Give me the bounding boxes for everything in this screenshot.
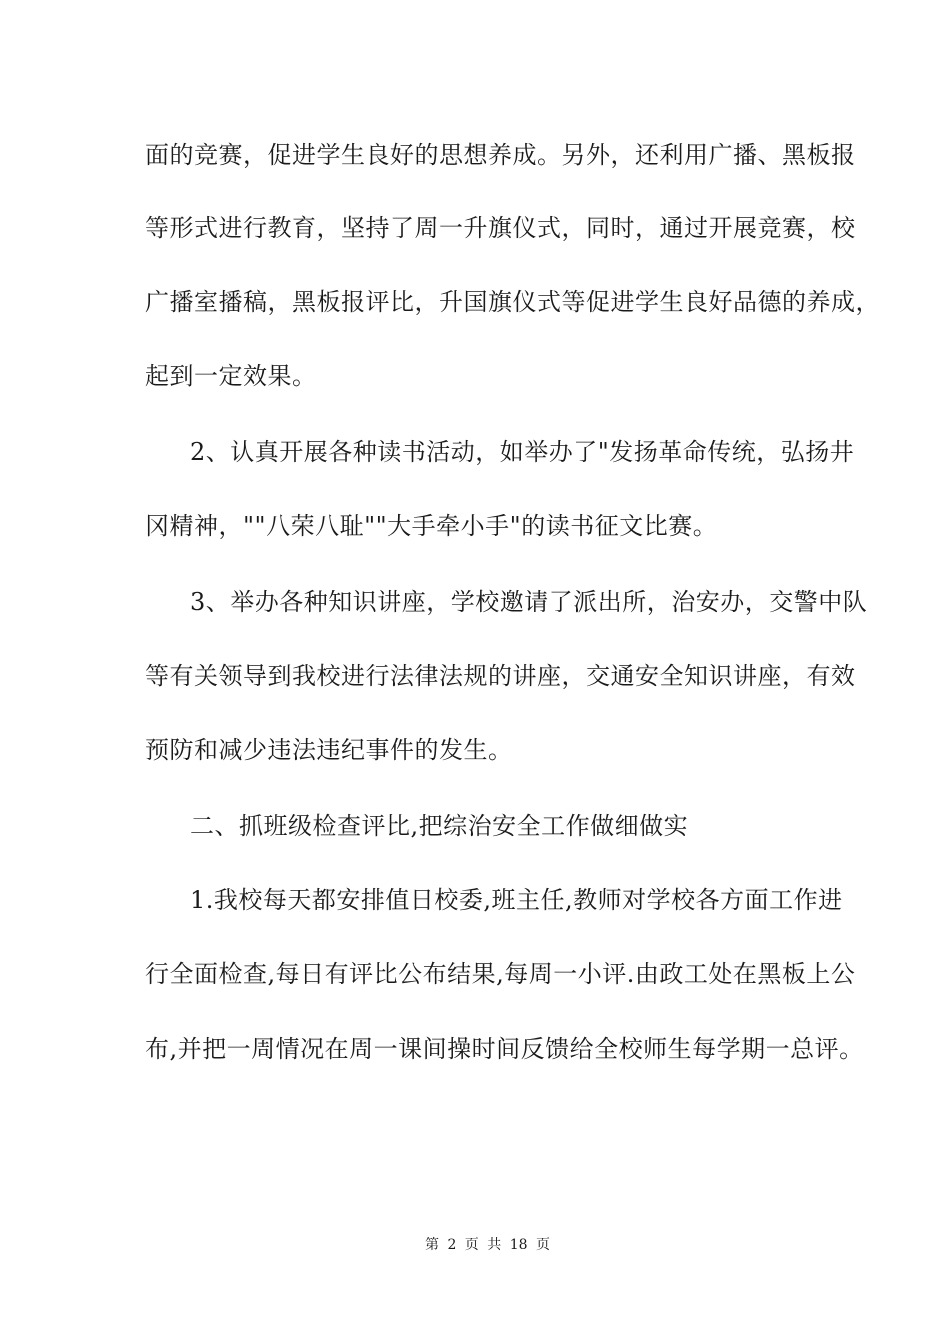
body-line-13: 布,并把一周情况在周一课间操时间反馈给全校师生每学期一总评。: [145, 1035, 864, 1063]
body-line-2: 等形式进行教育，坚持了周一升旗仪式，同时，通过开展竞赛，校: [145, 214, 856, 242]
body-line-4: 起到一定效果。: [145, 362, 317, 390]
body-line-9: 预防和减少违法违纪事件的发生。: [145, 736, 513, 764]
section-heading: 二、抓班级检查评比,把综治安全工作做细做实: [190, 812, 689, 840]
body-line-12: 行全面检查,每日有评比公布结果,每周一小评.由政工处在黑板上公: [145, 960, 856, 988]
body-line-1: 面的竞赛，促进学生良好的思想养成。另外，还利用广播、黑板报: [145, 141, 856, 169]
body-line-5: 2、认真开展各种读书活动，如举办了"发扬革命传统，弘扬井: [190, 438, 855, 466]
page-footer: 第 2 页 共 18 页: [425, 1237, 550, 1253]
body-line-11: 1.我校每天都安排值日校委,班主任,教师对学校各方面工作进: [190, 886, 843, 914]
body-line-7: 3、举办各种知识讲座，学校邀请了派出所，治安办，交警中队: [190, 588, 868, 616]
body-line-6: 冈精神，""八荣八耻""大手牵小手"的读书征文比赛。: [145, 512, 718, 540]
body-line-8: 等有关领导到我校进行法律法规的讲座，交通安全知识讲座，有效: [145, 662, 856, 690]
body-line-3: 广播室播稿，黑板报评比，升国旗仪式等促进学生良好品德的养成，: [145, 288, 880, 316]
